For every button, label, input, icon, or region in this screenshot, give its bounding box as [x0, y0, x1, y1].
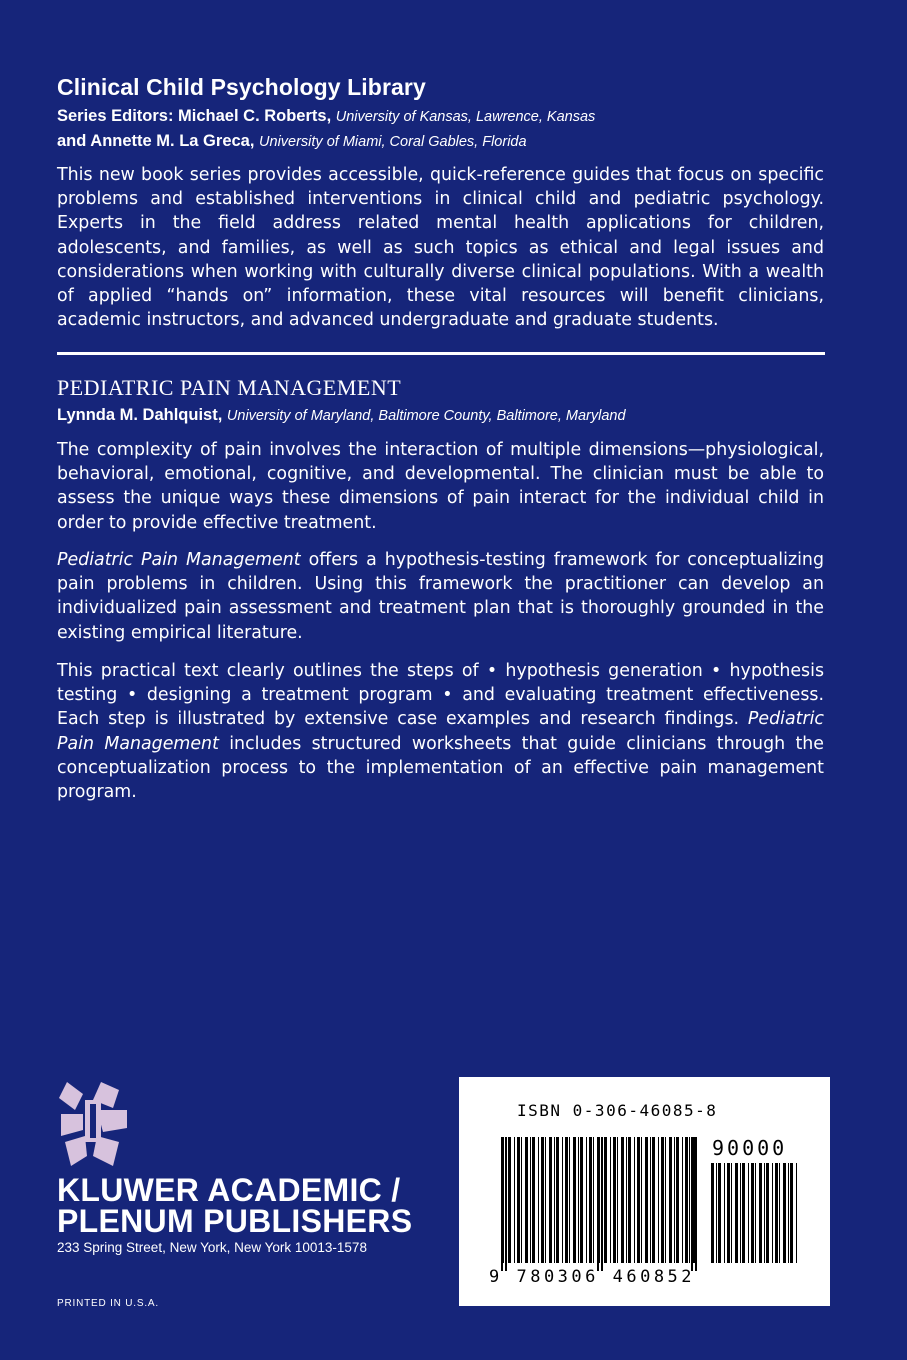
series-editor2-line — [57, 132, 527, 151]
barcode-bar — [641, 1137, 642, 1263]
barcode-bar — [779, 1163, 780, 1263]
barcode-bar — [676, 1137, 679, 1263]
barcode-bar — [517, 1137, 520, 1263]
description-paragraph-3 — [57, 659, 824, 804]
barcode-bar — [685, 1137, 688, 1263]
barcode-bar — [514, 1137, 515, 1263]
paragraph-3-text-end: includes structured worksheets that guide clinicians through the conceptualization process to the implementation of an effective pain management program. — [57, 733, 824, 803]
barcode-guard-bar — [505, 1137, 507, 1271]
barcode-bar — [545, 1137, 546, 1263]
editor1-affiliation: University of Kansas, Lawrence, Kansas — [335, 109, 596, 125]
barcode-bar — [613, 1137, 616, 1263]
paragraph-2-text: offers a hypothesis-testing framework for conceptualizing pain problems in children. Using this framework the practitioner can develop an individualized pain assessment and treatment plan that is thoroughly grounded in the existing empirical literature. — [57, 550, 824, 643]
barcode-bar — [626, 1137, 627, 1263]
barcode-bar — [610, 1137, 611, 1263]
series-description: This new book series provides accessible, quick-reference guides that focus on specific problems and established interventions in clinical child and pediatric psychology. Experts in the field address related mental health applications for children, adolescents, and families, as well as such topics as ethical and legal issues and considerations when working with culturally diverse clinical populations. With a wealth of applied “hands on” information, these vital resources will benefit clinicians, academic instructors, and advanced undergraduate and graduate students. — [57, 165, 824, 331]
barcode-bar — [772, 1163, 773, 1263]
barcode-bar — [669, 1137, 672, 1263]
barcode-bar — [711, 1163, 714, 1263]
barcode-bar — [674, 1137, 675, 1263]
barcode-bar — [565, 1137, 568, 1263]
editor2-affiliation: University of Miami, Coral Gables, Florida — [259, 134, 527, 150]
barcode-bar — [628, 1137, 631, 1263]
barcode-bar — [766, 1163, 769, 1263]
barcode-guard-bar — [597, 1137, 599, 1271]
barcode-guard-bar — [695, 1137, 697, 1271]
barcode-bar — [634, 1137, 635, 1263]
barcode-bar — [532, 1137, 535, 1263]
barcode-box — [459, 1077, 830, 1306]
description-paragraph-1: The complexity of pain involves the interaction of multiple dimensions—physiological, behavioral, emotional, cognitive, and developmental. The clinician must be able to assess the unique ways these dimensions of pain interact for the individual child in order to provide effective treatment. — [57, 440, 824, 533]
barcode-bar — [621, 1137, 624, 1263]
barcode-bar — [586, 1137, 587, 1263]
barcode-bar — [755, 1163, 756, 1263]
barcode-bar — [589, 1137, 592, 1263]
barcode-bar — [731, 1163, 732, 1263]
barcode-bar — [652, 1137, 655, 1263]
barcode-bar — [525, 1137, 528, 1263]
divider — [57, 352, 825, 355]
paragraph-3-text-start: This practical text clearly outlines the steps of • hypothesis generation • hypothesis testing • designing a treatment program • and evaluating treatment effectiveness. Each step is illustrated by extensive case examples and research findings. — [57, 661, 824, 730]
barcode-bar — [716, 1163, 717, 1263]
series-editors-line — [57, 107, 595, 126]
barcode-bar — [538, 1137, 539, 1263]
barcode-bar — [549, 1137, 552, 1263]
barcode-bar — [578, 1137, 579, 1263]
book-title: PEDIATRIC PAIN MANAGEMENT — [57, 375, 402, 400]
publisher-name-line1: KLUWER ACADEMIC / — [57, 1172, 401, 1208]
barcode-bar — [742, 1163, 745, 1263]
barcode-bar — [530, 1137, 531, 1263]
barcode-bar — [724, 1163, 725, 1263]
barcode-bar — [740, 1163, 741, 1263]
author-line — [57, 406, 626, 425]
barcode-bar — [556, 1137, 559, 1263]
barcode-bar — [593, 1137, 594, 1263]
ean-number: 9 780306 460852 — [489, 1267, 696, 1287]
barcode-bar — [541, 1137, 544, 1263]
barcode-bar — [604, 1137, 607, 1263]
barcode-bar — [751, 1163, 754, 1263]
barcode-bar — [650, 1137, 651, 1263]
barcode-bar — [661, 1137, 664, 1263]
barcode-bar — [573, 1137, 576, 1263]
barcode-bar — [637, 1137, 640, 1263]
description-paragraph-2 — [57, 548, 824, 645]
kluwer-logo-icon — [57, 1080, 129, 1168]
barcode-bar — [783, 1163, 786, 1263]
barcode-bar — [617, 1137, 618, 1263]
book-title-italic: Pediatric Pain Management — [57, 709, 824, 754]
barcode-bar — [521, 1137, 522, 1263]
barcode-bar — [759, 1163, 762, 1263]
barcode-bar — [718, 1163, 721, 1263]
barcode-bar — [775, 1163, 778, 1263]
book-title-italic: Pediatric Pain Management — [57, 550, 301, 570]
barcode-bar — [508, 1137, 511, 1263]
author-name: Lynnda M. Dahlquist, — [57, 406, 223, 424]
publisher-address: 233 Spring Street, New York, New York 10013-1578 — [57, 1240, 367, 1255]
barcode-bar — [788, 1163, 789, 1263]
addon-number: 90000 — [712, 1136, 788, 1160]
barcode-bar — [569, 1137, 570, 1263]
barcode-bar — [562, 1137, 563, 1263]
barcode-bar — [665, 1137, 666, 1263]
editor2-name: and Annette M. La Greca, — [57, 132, 255, 150]
series-editors-label: Series Editors: Michael C. Roberts, — [57, 107, 332, 125]
barcode-guard-bar — [501, 1137, 503, 1271]
barcode-bar — [554, 1137, 555, 1263]
barcode-bar — [796, 1163, 797, 1263]
barcode-guard-bar — [601, 1137, 603, 1271]
barcode-bar — [727, 1163, 730, 1263]
barcode-bar — [748, 1163, 749, 1263]
publisher-name-line2: PLENUM PUBLISHERS — [57, 1203, 413, 1239]
printed-in-usa: PRINTED IN U.S.A. — [57, 1298, 159, 1309]
barcode-bar — [735, 1163, 738, 1263]
barcode-bar — [764, 1163, 765, 1263]
isbn-text: ISBN 0-306-46085-8 — [517, 1101, 718, 1120]
series-title: Clinical Child Psychology Library — [57, 74, 426, 100]
barcode-bar — [689, 1137, 690, 1263]
barcode-guard-bar — [691, 1137, 693, 1271]
barcode-bar — [682, 1137, 683, 1263]
barcode-bar — [790, 1163, 793, 1263]
author-affiliation: University of Maryland, Baltimore County, Baltimore, Maryland — [226, 408, 626, 424]
barcode-bar — [658, 1137, 659, 1263]
barcode-bar — [580, 1137, 583, 1263]
barcode-bar — [645, 1137, 648, 1263]
